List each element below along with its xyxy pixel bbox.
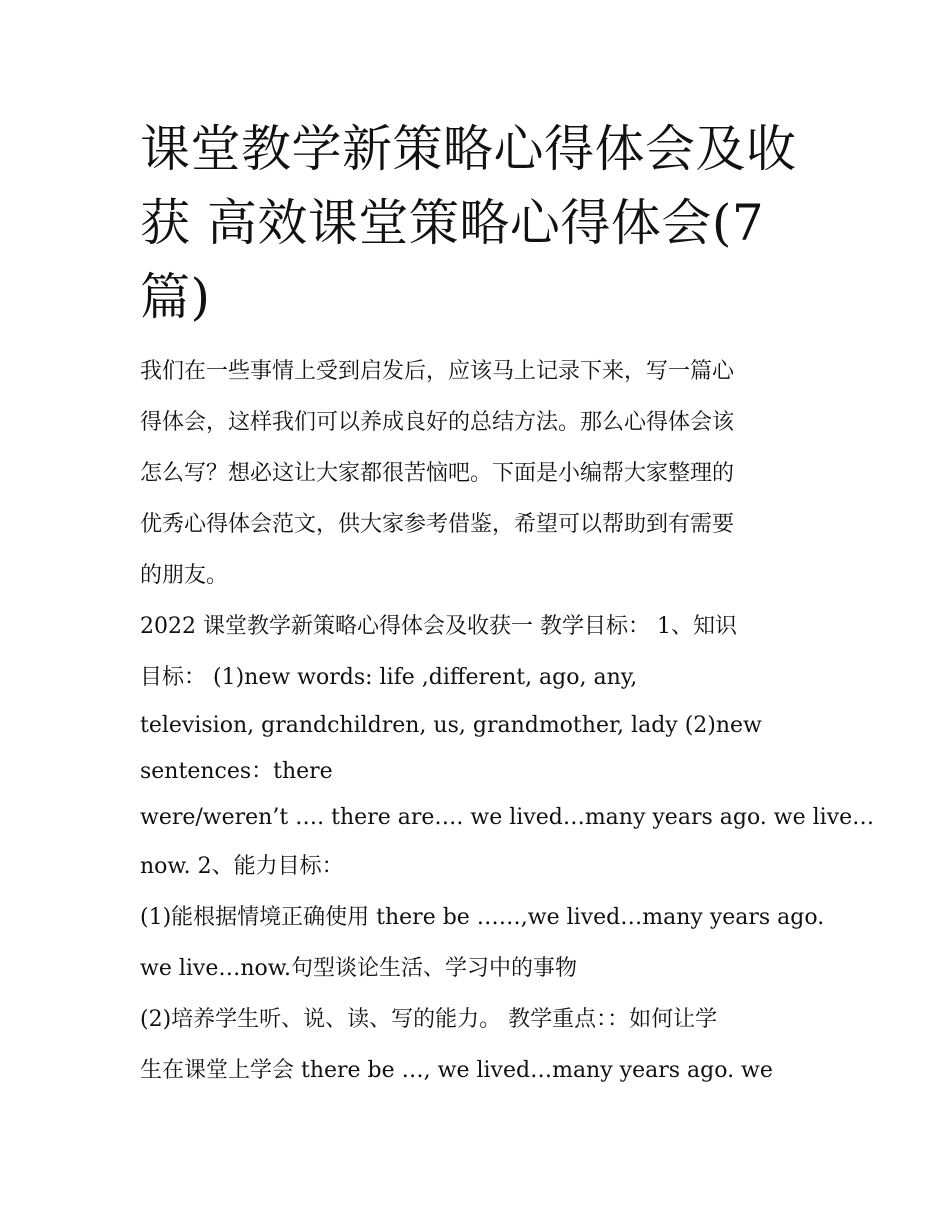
intro-paragraph [140,346,812,601]
intro-line: 的朋友。 [140,563,229,588]
body-line: were/weren’t …. there are…. we lived…many years ago. we live… [140,805,875,830]
intro-line: 得体会，这样我们可以养成良好的总结方法。那么心得体会该 [140,410,735,435]
intro-line: 我们在一些事情上受到启发后，应该马上记录下来，写一篇心 [140,359,735,384]
document-page [140,112,875,1096]
body-line: we live…now.句型谈论生活、学习中的事物 [140,956,577,981]
body-line: 目标： (1)new words: life ,different, ago, any, [140,665,638,690]
body-line: television, grandchildren, us, grandmother, lady (2)new [140,713,762,738]
intro-line: 优秀心得体会范文，供大家参考借鉴，希望可以帮助到有需要 [140,512,735,537]
intro-line: 怎么写？想必这让大家都很苦恼吧。下面是小编帮大家整理的 [140,461,735,486]
body-line: 2022 课堂教学新策略心得体会及收获一 教学目标： 1、知识 [140,614,737,639]
body-line: (2)培养学生听、说、读、写的能力。 教学重点：：如何让学 [140,1007,718,1032]
body-line: 生在课堂上学会 there be …, we lived…many years ago. we [140,1058,773,1083]
body-line: now. 2、能力目标： [140,854,344,879]
title-line: 获 高效课堂策略心得体会(7 [140,194,765,252]
body-line: sentences：there [140,759,333,784]
title-line: 篇) [140,268,211,326]
document-title [140,112,812,334]
title-line: 课堂教学新策略心得体会及收 [140,120,797,178]
body-line: (1)能根据情境正确使用 there be ……,we lived…many years ago. [140,905,825,930]
body-paragraph [140,601,875,1096]
